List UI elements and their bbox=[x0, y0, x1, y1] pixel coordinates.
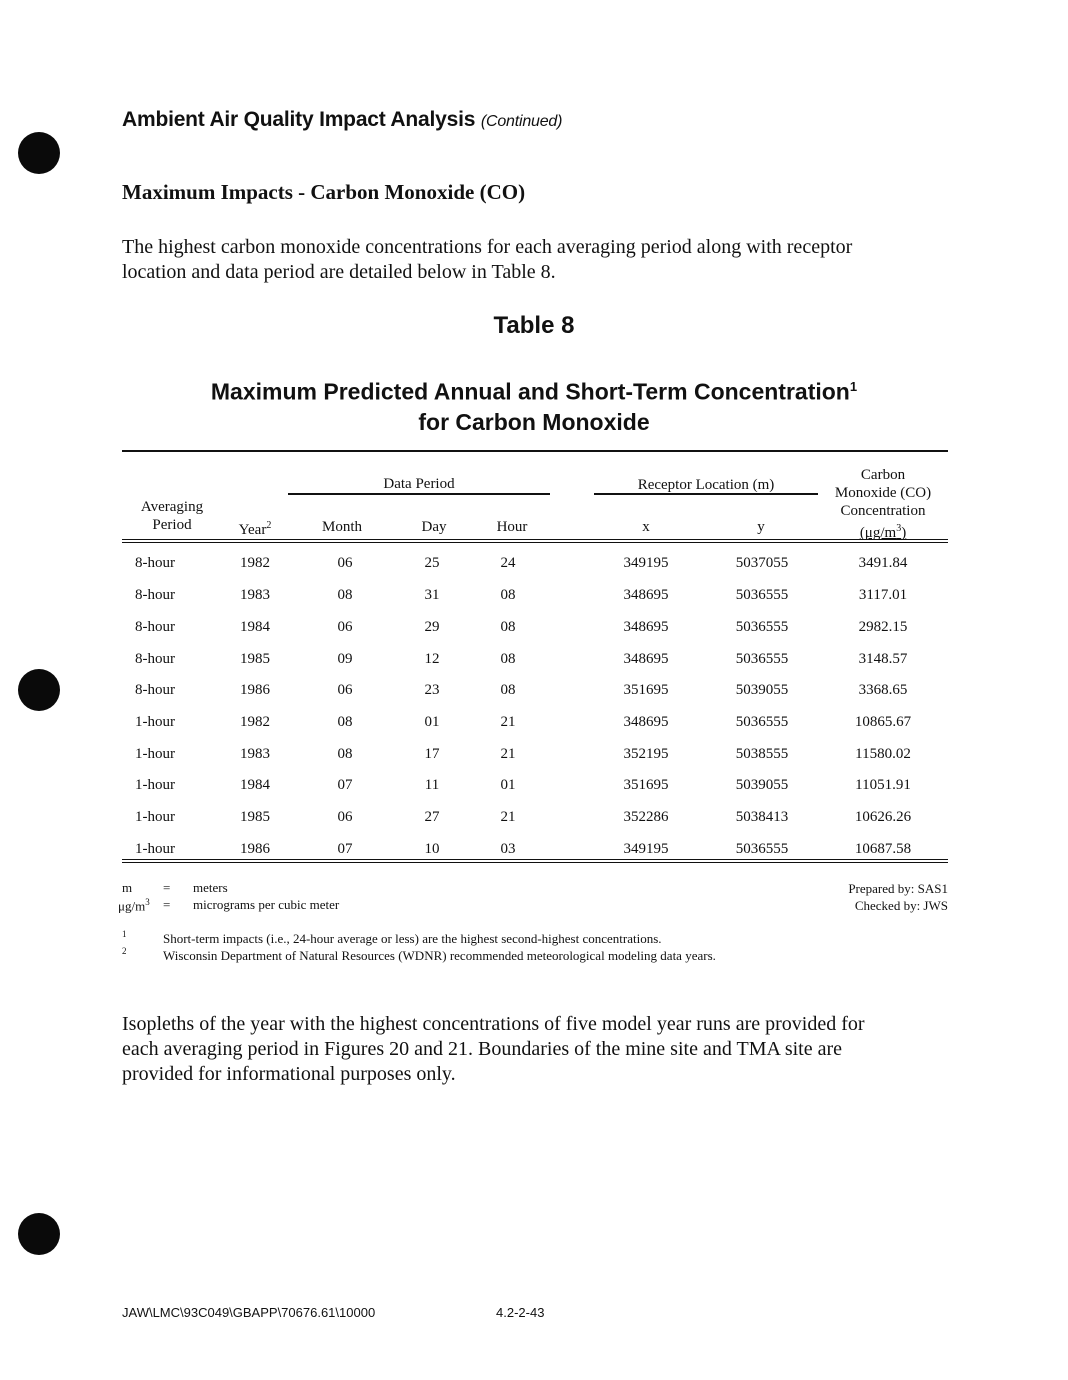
abbr-ug-symbol: $\mu g/m^3$ bbox=[118, 897, 150, 914]
footnote-text: Wisconsin Department of Natural Resources (WDNR) recommended meteorological modeling data years. bbox=[163, 948, 716, 963]
abbr-ug-equals: = bbox=[163, 897, 171, 912]
header-hour: Hour bbox=[496, 519, 528, 535]
cell-averaging-period: 8-hour bbox=[135, 651, 175, 667]
header-day: Day bbox=[421, 519, 447, 535]
cell-x: 352195 bbox=[623, 746, 669, 762]
punch-hole-top bbox=[18, 132, 60, 174]
closing-line: provided for informational purposes only. bbox=[122, 1063, 456, 1085]
cell-x: 349195 bbox=[623, 555, 669, 571]
section-title: Ambient Air Quality Impact Analysis bbox=[122, 108, 476, 131]
cell-y: 5037055 bbox=[735, 555, 789, 571]
cell-year: 1984 bbox=[240, 777, 270, 793]
cell-month: 09 bbox=[337, 651, 353, 667]
intro-paragraph bbox=[122, 235, 922, 285]
cell-y: 5038555 bbox=[735, 746, 789, 762]
cell-x: 351695 bbox=[623, 682, 669, 698]
cell-day: 01 bbox=[424, 714, 440, 730]
table-row bbox=[0, 714, 1068, 734]
cell-x: 349195 bbox=[623, 841, 669, 857]
cell-y: 5039055 bbox=[735, 777, 789, 793]
cell-x: 351695 bbox=[623, 777, 669, 793]
cell-day: 29 bbox=[424, 619, 440, 635]
cell-y: 5038413 bbox=[735, 809, 789, 825]
cell-averaging-period: 8-hour bbox=[135, 682, 175, 698]
table-row bbox=[0, 682, 1068, 702]
header-receptor-location: Receptor Location (m) bbox=[637, 477, 775, 493]
subheading: Maximum Impacts - Carbon Monoxide (CO) bbox=[122, 180, 526, 204]
data-period-rule bbox=[288, 493, 550, 495]
abbr-ug-definition: micrograms per cubic meter bbox=[193, 897, 340, 912]
cell-y: 5039055 bbox=[735, 682, 789, 698]
intro-line: The highest carbon monoxide concentrations for each averaging period along with receptor bbox=[122, 236, 853, 258]
header-y: y bbox=[757, 519, 765, 535]
cell-y: 5036555 bbox=[735, 619, 789, 635]
cell-x: 348695 bbox=[623, 619, 669, 635]
cell-year: 1985 bbox=[240, 809, 270, 825]
cell-hour: 08 bbox=[500, 619, 516, 635]
footer-file-path: JAW\LMC\93C049\GBAPP\70676.61\10000 bbox=[122, 1305, 376, 1320]
cell-concentration: 2982.15 bbox=[858, 619, 908, 635]
year-footnote-mark: 2 bbox=[266, 520, 272, 531]
cell-concentration: 11580.02 bbox=[855, 746, 911, 762]
cell-concentration: 3368.65 bbox=[858, 682, 908, 698]
cell-concentration: 3491.84 bbox=[858, 555, 908, 571]
cell-month: 06 bbox=[337, 619, 353, 635]
intro-line: location and data period are detailed below in Table 8. bbox=[122, 261, 556, 283]
cell-concentration: 10865.67 bbox=[854, 714, 912, 730]
table-bottom-rule-2 bbox=[122, 862, 948, 863]
cell-hour: 21 bbox=[500, 809, 516, 825]
abbr-m-symbol: m bbox=[122, 880, 133, 895]
closing-line: each averaging period in Figures 20 and 21. Boundaries of the mine site and TMA site are bbox=[122, 1038, 842, 1060]
cell-year: 1982 bbox=[240, 714, 270, 730]
header-co-concentration: Carbon Monoxide (CO) Concentration $(\mu g/m^3)$ bbox=[834, 467, 932, 541]
cell-x: 348695 bbox=[623, 587, 669, 603]
cell-y: 5036555 bbox=[735, 651, 789, 667]
abbr-m-definition: meters bbox=[193, 880, 228, 895]
cell-averaging-period: 8-hour bbox=[135, 619, 175, 635]
cell-day: 31 bbox=[424, 587, 440, 603]
cell-month: 06 bbox=[337, 682, 353, 698]
cell-year: 1984 bbox=[240, 619, 270, 635]
cell-day: 17 bbox=[424, 746, 440, 762]
cell-year: 1982 bbox=[240, 555, 270, 571]
cell-x: 352286 bbox=[623, 809, 669, 825]
table-title-line: Maximum Predicted Annual and Short-Term Concentration$^1$ bbox=[210, 378, 858, 405]
title-footnote-mark: 1 bbox=[849, 379, 858, 394]
cell-day: 23 bbox=[424, 682, 440, 698]
table-row bbox=[0, 841, 1068, 861]
table-top-rule bbox=[122, 450, 948, 452]
cell-year: 1986 bbox=[240, 841, 270, 857]
cell-averaging-period: 1-hour bbox=[135, 841, 175, 857]
abbr-m-equals: = bbox=[163, 880, 171, 895]
cell-averaging-period: 8-hour bbox=[135, 555, 175, 571]
cell-year: 1983 bbox=[240, 587, 270, 603]
table-row bbox=[0, 555, 1068, 575]
cell-month: 08 bbox=[337, 746, 353, 762]
header-data-period: Data Period bbox=[383, 476, 455, 492]
cell-hour: 21 bbox=[500, 714, 516, 730]
closing-line: Isopleths of the year with the highest concentrations of five model year runs are provided for bbox=[122, 1013, 865, 1035]
footnote-text: Short-term impacts (i.e., 24-hour average or less) are the highest second-highest concentrations. bbox=[163, 931, 662, 946]
cell-month: 06 bbox=[337, 555, 353, 571]
punch-hole-bottom bbox=[18, 1213, 60, 1255]
cell-x: 348695 bbox=[623, 651, 669, 667]
cell-x: 348695 bbox=[623, 714, 669, 730]
cell-averaging-period: 8-hour bbox=[135, 587, 175, 603]
table-row bbox=[0, 619, 1068, 639]
header-x: x bbox=[642, 519, 650, 535]
cell-year: 1985 bbox=[240, 651, 270, 667]
section-header bbox=[122, 108, 562, 132]
cell-concentration: 3117.01 bbox=[858, 587, 908, 603]
cell-averaging-period: 1-hour bbox=[135, 714, 175, 730]
cell-y: 5036555 bbox=[735, 841, 789, 857]
cell-day: 11 bbox=[424, 777, 440, 793]
footnote-mark: 1 bbox=[122, 929, 127, 939]
closing-paragraph bbox=[122, 1012, 942, 1087]
cell-day: 10 bbox=[424, 841, 440, 857]
table-label: Table 8 bbox=[493, 312, 575, 339]
cell-day: 25 bbox=[424, 555, 440, 571]
cell-year: 1983 bbox=[240, 746, 270, 762]
table-row bbox=[0, 809, 1068, 829]
table-row bbox=[0, 777, 1068, 797]
cell-concentration: 10626.26 bbox=[854, 809, 912, 825]
footer-page-number: 4.2-2-43 bbox=[496, 1305, 545, 1320]
table-row bbox=[0, 587, 1068, 607]
table-row bbox=[0, 651, 1068, 671]
cell-hour: 21 bbox=[500, 746, 516, 762]
cell-day: 27 bbox=[424, 809, 440, 825]
cell-hour: 08 bbox=[500, 682, 516, 698]
footnote-mark: 2 bbox=[122, 946, 127, 956]
header-month: Month bbox=[321, 519, 362, 535]
cell-month: 08 bbox=[337, 587, 353, 603]
cell-hour: 01 bbox=[500, 777, 516, 793]
continued-label: (Continued) bbox=[480, 113, 563, 130]
cell-averaging-period: 1-hour bbox=[135, 777, 175, 793]
header-rule-2 bbox=[122, 542, 948, 543]
header-year: Year$^2$ bbox=[238, 520, 272, 538]
cell-concentration: 10687.58 bbox=[854, 841, 912, 857]
cell-y: 5036555 bbox=[735, 587, 789, 603]
cell-concentration: 3148.57 bbox=[858, 651, 908, 667]
cell-y: 5036555 bbox=[735, 714, 789, 730]
header-averaging-period: Averaging Period bbox=[140, 499, 204, 533]
table-title bbox=[0, 372, 1068, 437]
cell-hour: 08 bbox=[500, 587, 516, 603]
cell-month: 07 bbox=[337, 841, 353, 857]
table-title-line: for Carbon Monoxide bbox=[418, 408, 650, 435]
cell-averaging-period: 1-hour bbox=[135, 746, 175, 762]
cell-hour: 03 bbox=[500, 841, 516, 857]
cell-hour: 24 bbox=[500, 555, 516, 571]
cell-concentration: 11051.91 bbox=[855, 777, 911, 793]
cell-day: 12 bbox=[424, 651, 440, 667]
cell-averaging-period: 1-hour bbox=[135, 809, 175, 825]
cell-month: 06 bbox=[337, 809, 353, 825]
checked-by: Checked by: JWS bbox=[854, 898, 948, 913]
cell-hour: 08 bbox=[500, 651, 516, 667]
table-row bbox=[0, 746, 1068, 766]
cell-year: 1986 bbox=[240, 682, 270, 698]
cell-month: 08 bbox=[337, 714, 353, 730]
cell-month: 07 bbox=[337, 777, 353, 793]
prepared-by: Prepared by: SAS1 bbox=[848, 881, 948, 896]
